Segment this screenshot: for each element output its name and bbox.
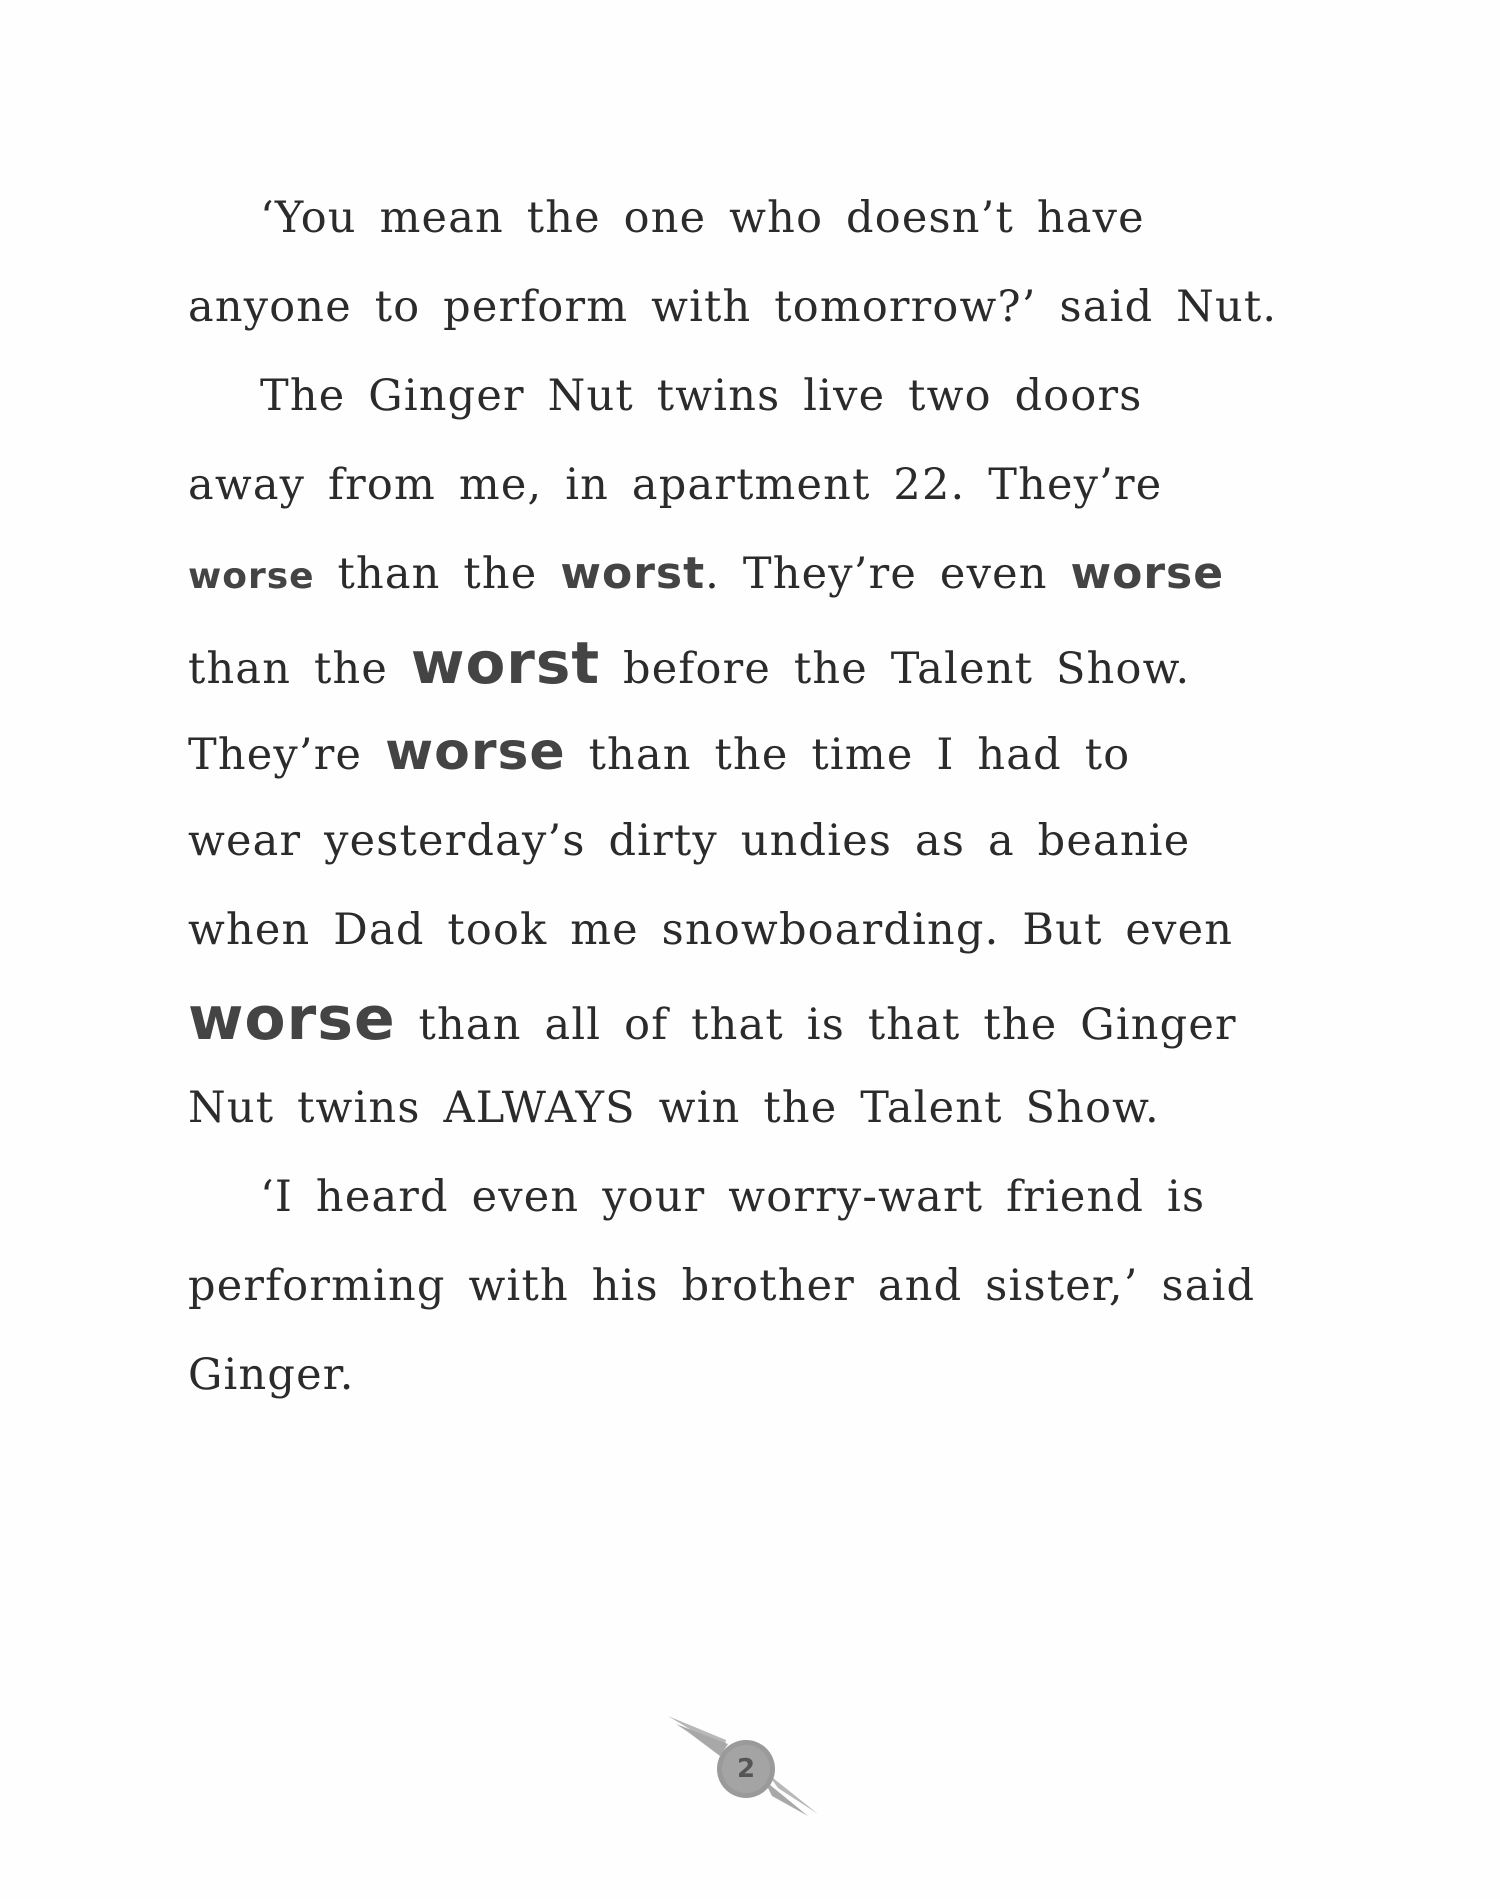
text-line-2: anyone to perform with tomorrow?’ said Nut. [188, 282, 1278, 332]
emphasis-word: worst [560, 548, 706, 599]
text-line-9: when Dad took me snowboarding. But even [188, 905, 1234, 955]
emphasis-word: worst [410, 629, 601, 697]
text-line-8: wear yesterday’s dirty undies as a beanie [188, 816, 1191, 866]
page-number: 2 [736, 1754, 756, 1784]
text-line-1: ‘You mean the one who doesn’t have [260, 193, 1145, 243]
text-line-3: The Ginger Nut twins live two doors [260, 371, 1143, 421]
emphasis-word: worse [188, 984, 396, 1054]
text-line-13: performing with his brother and sister,’ said [188, 1261, 1256, 1311]
text-line-14: Ginger. [188, 1350, 355, 1400]
text-line-7: They’re worse than the time I had to [188, 722, 1131, 782]
emphasis-word: worse [385, 722, 566, 782]
text-line-6: than the worst before the Talent Show. [188, 629, 1191, 697]
text-line-4: away from me, in apartment 22. They’re [188, 460, 1163, 510]
emphasis-word: worse [188, 556, 315, 597]
text-line-12: ‘I heard even your worry-wart friend is [260, 1172, 1206, 1222]
emphasis-word: worse [1070, 548, 1225, 599]
text-line-5: worse than the worst. They’re even worse [188, 548, 1225, 599]
text-line-11: Nut twins ALWAYS win the Talent Show. [188, 1083, 1160, 1133]
text-line-10: worse than all of that is that the Ginger [188, 984, 1237, 1054]
